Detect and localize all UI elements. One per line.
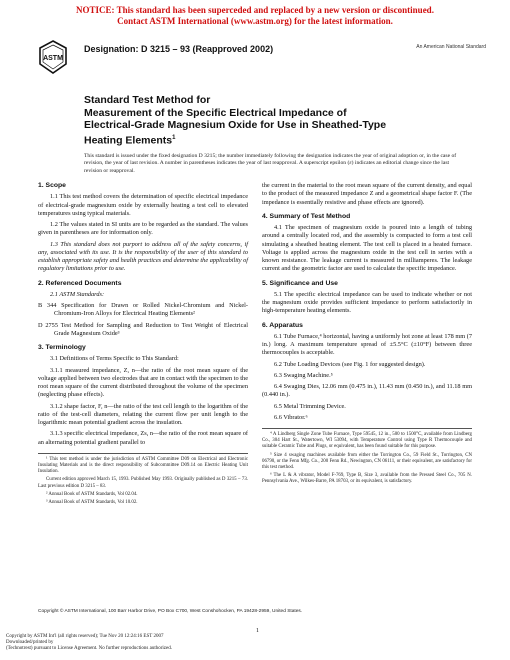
title-footnote-mark: 1 [172,134,176,141]
notice-line-1: NOTICE: This standard has been superceded and replaced by a new version or discontinued. [76,5,434,15]
designation: Designation: D 3215 – 93 (Reapproved 2002) [84,44,274,54]
para-6-1: 6.1 Tube Furnace,⁴ horizontal, having a uniformly hot zone at least 178 mm (7 in.) long. A maximum temperature spread of ±5.5°C (±10°F) between three thermocouples is acceptable. [262,332,472,357]
reference-b344: B 344 Specification for Drawn or Rolled Nickel-Chromium and Nickel-Chromium-Iron Alloys for Electrical Heating Elements² [38,302,248,318]
para-3-1-3-continued: the current in the material to the root mean square of the current density, and equal to the product of the measured impedance Z and a geometrical shape factor F. (The impedance is essentially resistive and phase effects are ignored). [262,182,472,206]
download-footer [6,634,306,653]
title-line-4: Heating Elements [84,134,173,147]
para-3-1-1: 3.1.1 measured impedance, Z, n—the ratio of the root mean square of the voltage applied between two electrodes that are in contact with the specimen to the root mean square of the current distributed throughout the volume of the specimen (neglecting phase effects). [38,366,248,399]
footnote-2: ² Annual Book of ASTM Standards, Vol 02.04. [46,491,138,497]
section-terminology-heading: 3. Terminology [38,344,86,351]
para-6-3: 6.3 Swaging Machine.⁵ [274,371,333,379]
section-apparatus-heading: 6. Apparatus [262,321,303,329]
footnote-6: ⁶ The L & A vibrator, Model F-769, Type B, Size 3, available from the Pressed Steel Co., 705 N. Pennsylvania Ave., Wilkes-Barre, PA 18703, or its equivalent, is satisfactory. [262,473,472,485]
footnote-5: ⁵ Size 4 swaging machines available from either the Torrington Co., 59 Field St., Torrington, CN 06790, or the Fenn Mfg. Co., 200 Fenn Rd., Newington, CN 06111, or their equivalent, are satisfactory for this test method. [262,452,472,471]
para-3-1-3: 3.1.3 specific electrical impedance, Zs, n—the ratio of the root mean square of an alternating potential gradient parallel to [38,430,248,446]
supersede-notice [0,5,510,27]
section-referenced-documents-heading: 2. Referenced Documents [38,279,122,287]
para-1-1: 1.1 This test method covers the determination of specific electrical impedance of electrical-grade magnesium oxide by externally heating a test cell to elevated temperatures using typical materials. [38,193,248,217]
para-6-6: 6.6 Vibrator.⁶ [274,413,308,421]
document-title [84,94,424,147]
footnote-1-edition: Current edition approved March 15, 1993. Published May 1993. Originally published as D 3215 – 73. Last previous edition D 3215 – 83. [38,477,248,489]
section-significance-heading: 5. Significance and Use [262,279,338,287]
para-2-1: 2.1 ASTM Standards: [50,290,105,298]
para-3-1-2: 3.1.2 shape factor, F, n—the ratio of the test cell length to the logarithm of the ratio of the test-cell diameters, relating the current flow per unit length to the logarithmic mean potential gradient across the insulation. [38,402,248,426]
page-number: 1 [256,628,259,634]
reference-d2755: D 2755 Test Method for Sampling and Reduction to Test Weight of Electrical Grade Magnesium Oxide³ [38,321,248,337]
left-footnotes [38,453,248,506]
para-5-1: 5.1 The specific electrical impedance can be used to indicate whether or not the magnesium oxide provides sufficient impedance to perform satisfactorily in high-temperature heating elements. [262,290,472,315]
para-1-3: 1.3 This standard does not purport to address all of the safety concerns, if any, associated with its use. It is the responsibility of the user of this standard to establish appropriate safety and health practices and determine the applicability of regulatory limitations prior to use. [38,240,248,273]
footnote-3: ³ Annual Book of ASTM Standards, Vol 10.02. [46,499,138,505]
svg-text:ASTM: ASTM [43,55,63,62]
title-line-2: Measurement of the Specific Electrical Impedance of [84,106,347,119]
right-footnotes [262,428,472,486]
section-scope-heading: 1. Scope [38,182,66,189]
standard-issue-note: This standard is issued under the fixed designation D 3215; the number immediately following the designation indicates the year of original adoption or, in the case of revision, the year of last revision. A number in parentheses indicates the year of last reapproval. A superscript epsilon (ε) indicates an editorial change since the last revision or reapproval. [84,153,457,174]
para-3-1: 3.1 Definitions of Terms Specific to This Standard: [50,355,179,363]
para-6-5: 6.5 Metal Trimming Device. [274,402,346,410]
footer-line-3: (Technotrest) pursuant to License Agreement. No further reproductions authorized. [6,646,172,652]
notice-line-2: Contact ASTM International (www.astm.org) for the latest information. [117,16,393,26]
left-column [38,182,248,508]
para-4-1: 4.1 The specimen of magnesium oxide is poured into a length of tubing around a centrally located rod, and the assembly is compacted to form a test cell simulating a sheathed heating element. The test cell is placed in a heated furnace. Voltage is applied across the magnesium oxide in the test cell in series with a known resistance. The leakage current is measured in milliamperes. The leakage current and the geometric factor are used to calculate the specific impedance. [262,224,472,273]
para-6-2: 6.2 Tube Loading Devices (see Fig. 1 for suggested design). [274,360,426,368]
title-line-1: Standard Test Method for [84,94,211,106]
astm-logo-icon [38,40,68,74]
para-6-4: 6.4 Swaging Dies, 12.06 mm (0.475 in.), 11.43 mm (0.450 in.), and 11.18 mm (0.440 in.). [262,383,472,399]
section-summary-heading: 4. Summary of Test Method [262,212,351,220]
copyright-line: Copyright © ASTM International, 100 Barr Harbor Drive, PO Box C700, West Conshohocken, PA 19428-2959, United States. [38,609,303,614]
footer-line-1: Copyright by ASTM Int'l (all rights reserved); Tue Nov 20 12:24:16 EST 2007 [6,634,164,639]
para-1-2: 1.2 The values stated in SI units are to be regarded as the standard. The values given in parentheses are for information only. [38,221,248,237]
footer-line-2: Downloaded/printed by [6,640,54,646]
national-standard-label: An American National Standard [416,44,486,50]
footnote-4: ⁴ A Lindberg Single Zone Tube Furnace, Type 59545, 12 in., 500 to 1500°C, available from Lindberg Co., 304 Hart St., Watertown, WI 53094, with Temperature Control using Type R Thermocouple and suitable Ceramic Tube and Plugs, or equivalent, has been found suitable for this purpose. [262,432,472,450]
title-line-3: Electrical-Grade Magnesium Oxide for Use in Sheathed-Type [84,119,387,132]
footnote-1: ¹ This test method is under the jurisdiction of ASTM Committee D09 on Electrical and Electronic Insulating Materials and is the direct responsibility of Subcommittee D09.14 on Electric Heating Unit Insulation. [38,456,248,475]
right-column [262,182,472,488]
